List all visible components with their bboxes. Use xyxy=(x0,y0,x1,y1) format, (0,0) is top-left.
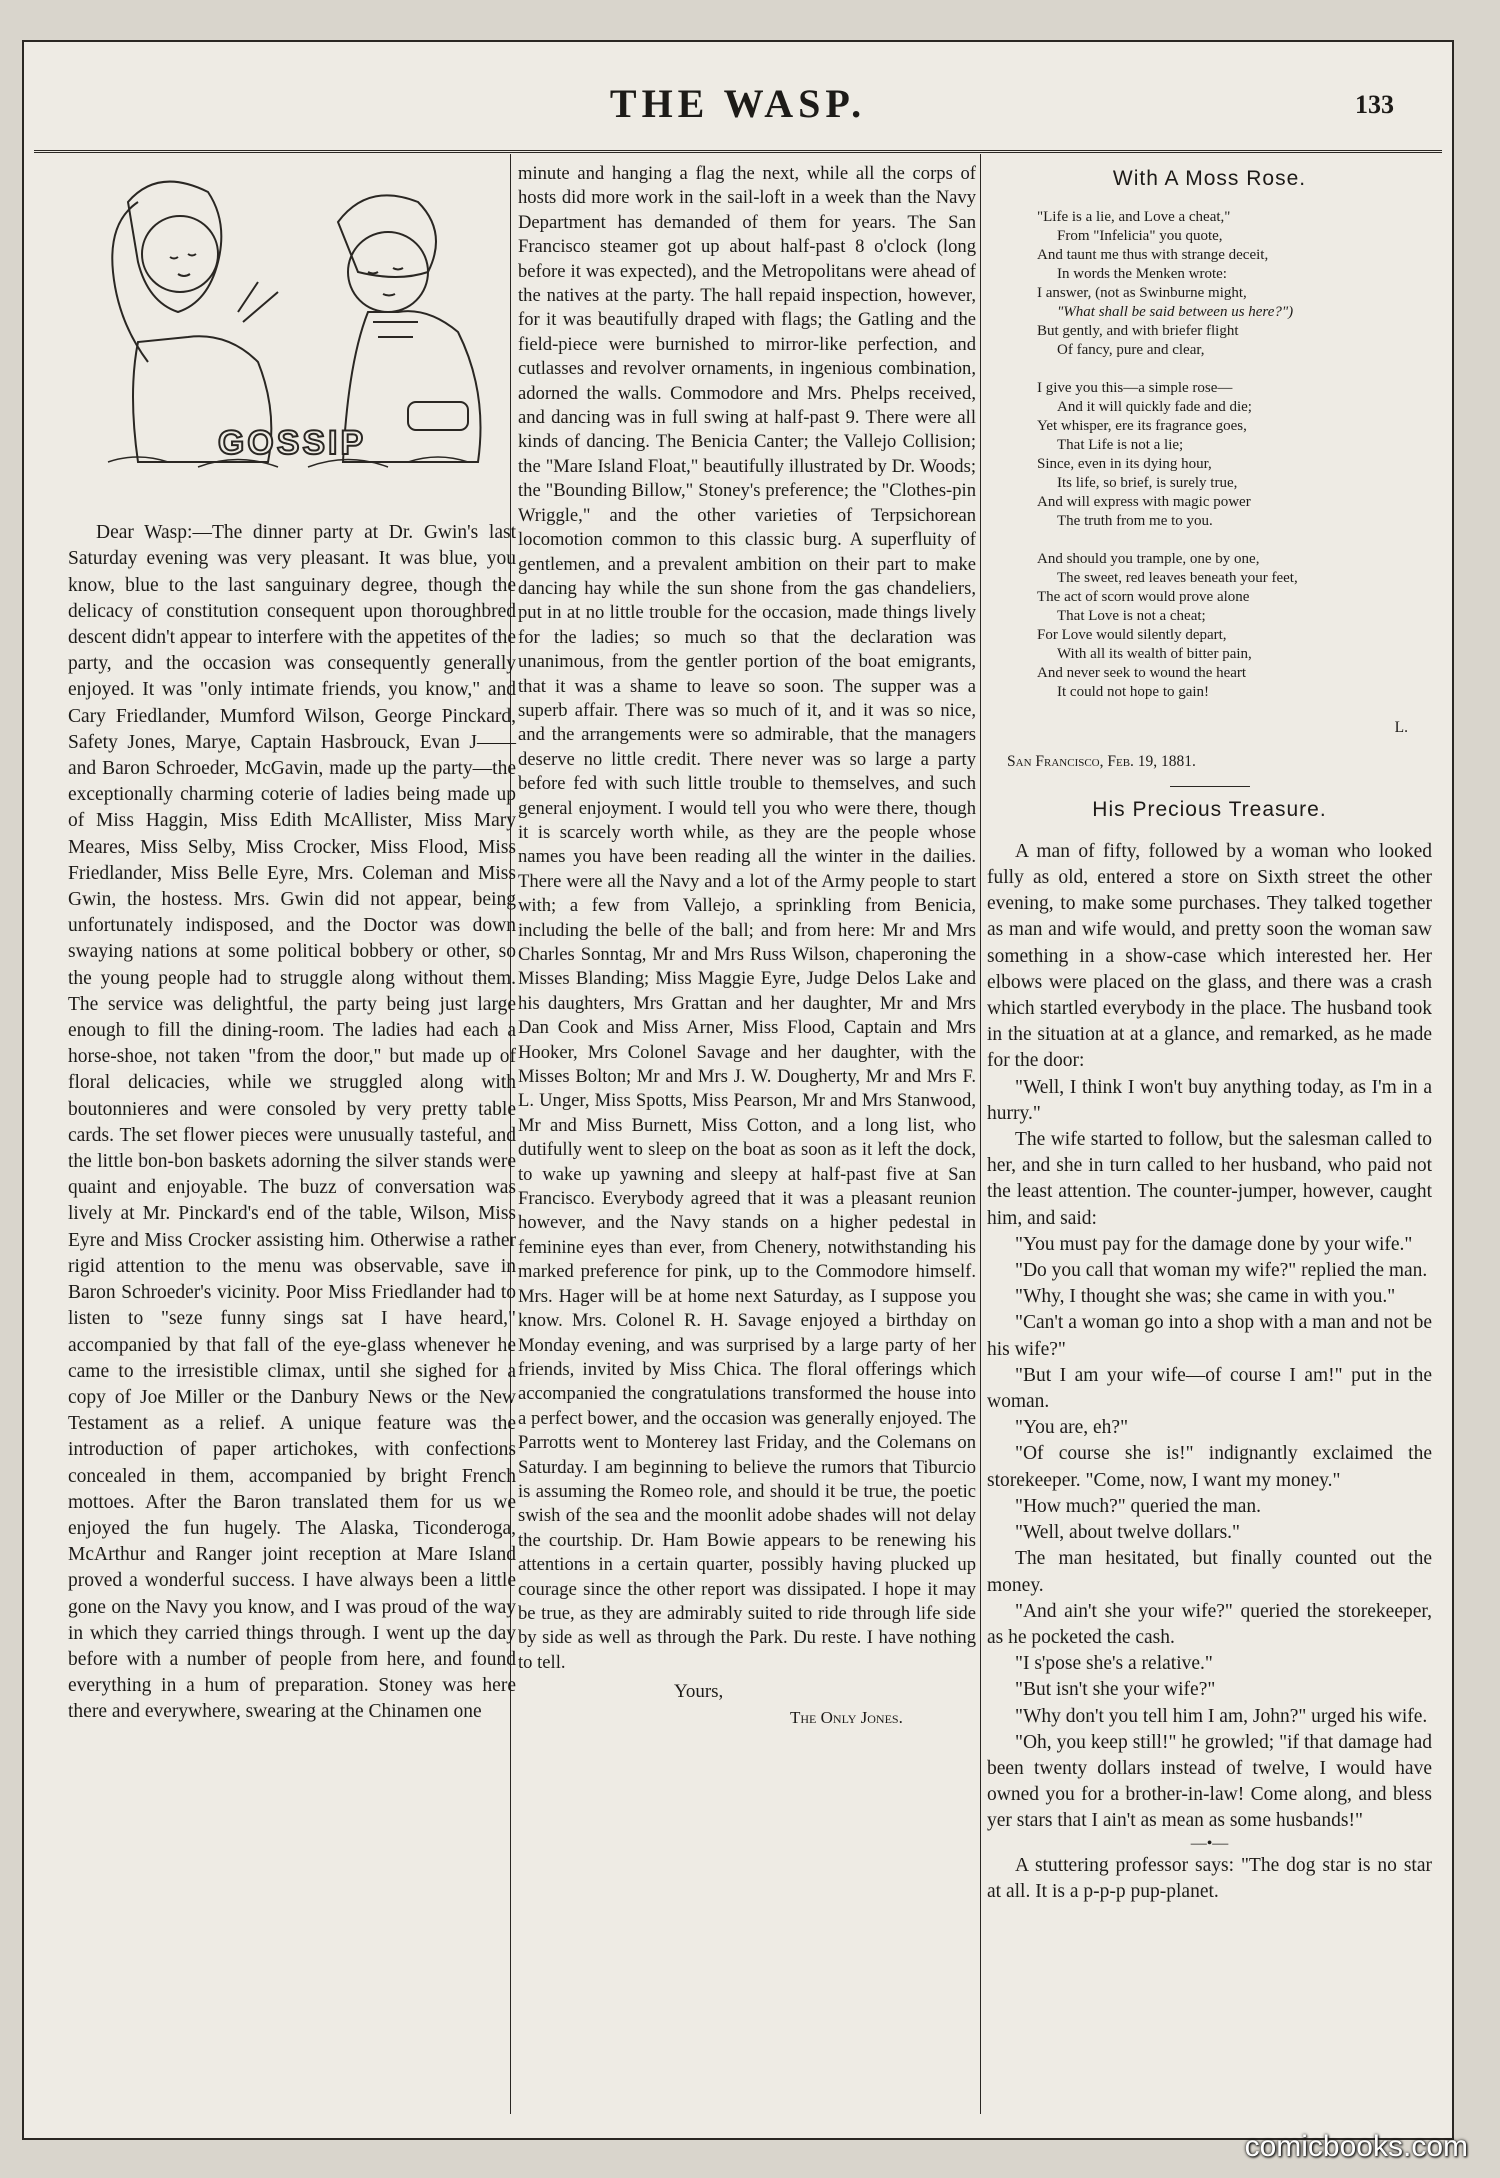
newspaper-page xyxy=(22,40,1454,2140)
poem-line: For Love would silently depart, xyxy=(1037,627,1227,644)
poem-line: Since, even in its dying hour, xyxy=(1037,456,1212,473)
column-gossip xyxy=(68,162,516,1726)
header-rule xyxy=(34,150,1442,153)
paragraph: "I s'pose she's a relative." xyxy=(1015,1653,1213,1675)
poem-stanza xyxy=(1037,208,1432,360)
poem-line: And taunt me thus with strange deceit, xyxy=(1037,247,1269,264)
paragraph: "Why don't you tell him I am, John?" urged his wife. xyxy=(1015,1705,1428,1727)
poem-line: The act of scorn would prove alone xyxy=(1037,589,1250,606)
column-poem-story xyxy=(987,162,1432,1905)
poem-line: Of fancy, pure and clear, xyxy=(1057,342,1205,359)
paragraph: "And ain't she your wife?" queried the storekeeper, as he pocketed the cash. xyxy=(987,1600,1432,1648)
paragraph: A man of fifty, followed by a woman who looked fully as old, entered a store on Sixth street the other evening, to make some purchases. They talked together as man and wife would, and pretty soon the woman saw something in a show-case which interested her. Her elbows were placed on the glass, and there was a crash which startled everybody in the place. The husband took in the situation at at a glance, and remarked, as he made for the door: xyxy=(987,840,1432,1072)
signature: The Only Jones. xyxy=(790,1708,903,1728)
poem-line: It could not hope to gain! xyxy=(1057,684,1210,701)
paragraph: Dear Wasp:—The dinner party at Dr. Gwin's last Saturday evening was very pleasant. It was blue, you know, blue to the last sanguinary degree, though the delicacy of constitution consequent upon thoroughbred descent didn't appear to interfere with the appetites of the party, and the occasion was consequently generally enjoyed. It was "only intimate friends, you know," and Cary Friedlander, Mumford Wilson, George Pinckard, Safety Jones, Marye, Captain Hasbrouck, Evan J—— and Baron Schroeder, McGavin, made up the party—the exceptionally charming coterie of ladies being made up of Miss Haggin, Miss Edith McAllister, Miss Mary Meares, Miss Selby, Miss Crocker, Miss Flood, Miss Friedlander, Miss Belle Eyre, Mrs. Coleman and Miss Gwin, the hostess. Mrs. Gwin did not appear, being unfortunately indisposed, and the Doctor was down swaying nations at some political bobbery or other, so the young people had to struggle along without them. The service was delightful, the party being just large enough to fill the dining-room. The ladies had each a horse-shoe, not taken "from the door," but made up of floral delicacies, while we struggled along with boutonnieres and were consoled by very pretty table cards. The set flower pieces were unusually tasteful, and the little bon-bon baskets adorning the silver stands were quaint and enjoyable. The buzz of conversation was lively at Mr. Pinckard's end of the table, Wilson, Miss Eyre and Miss Crocker assisting him. Otherwise a rather rigid attention to the menu was observable, save in Baron Schroeder's vicinity. Poor Miss Friedlander had to listen to "seze funny sings sat I have heard," accompanied by that fall of the eye-glass whenever he came to the irresistible climax, until she sighed for a copy of Joe Miller or the Danbury News or the New Testament as a relief. A unique feature was the introduction of paper artichokes, with confections concealed in them, accompanied by bright French mottoes. After the Baron translated them for us we enjoyed the fun hugely. The Alaska, Ticonderoga, McArthur and Ranger joint reception at Mare Island proved a wonderful success. I have always been a little gone on the Navy you know, and I was proud of the way in which they carried things through. I went up the day before with a number of people from here, and found everything in a hum of preparation. Stoney was here there and everywhere, swearing at the Chinamen one xyxy=(68,522,516,1723)
paragraph: "You are, eh?" xyxy=(1015,1417,1129,1439)
paragraph: "Can't a woman go into a shop with a man and not be his wife?" xyxy=(987,1312,1432,1360)
poem-line: And it will quickly fade and die; xyxy=(1057,399,1252,416)
poem-line: Its life, so brief, is surely true, xyxy=(1057,475,1238,492)
column-continued xyxy=(518,162,976,1732)
paragraph: The man hesitated, but finally counted out the money. xyxy=(987,1548,1432,1596)
page-header xyxy=(24,42,1452,152)
poem-line: And will express with magic power xyxy=(1037,494,1251,511)
poem-line: But gently, and with briefer flight xyxy=(1037,323,1239,340)
poem-line: With all its wealth of bitter pain, xyxy=(1057,646,1252,663)
story-title: His Precious Treasure. xyxy=(1092,797,1327,821)
poem-line: And never seek to wound the heart xyxy=(1037,665,1247,682)
poem xyxy=(1037,208,1432,702)
gossip-label: GOSSIP xyxy=(217,424,367,462)
watermark: comicbooks.com xyxy=(1244,2130,1468,2163)
poem-stanza xyxy=(1037,379,1432,531)
masthead: THE WASP. xyxy=(609,81,867,126)
poem-line: "Life is a lie, and Love a cheat," xyxy=(1037,209,1231,226)
poem-stanza xyxy=(1037,550,1432,702)
dateline: San Francisco, Feb. 19, 1881. xyxy=(1007,753,1196,771)
poem-line: I answer, (not as Swinburne might, xyxy=(1037,285,1247,302)
paragraph: "Why, I thought she was; she came in with you." xyxy=(1015,1286,1396,1308)
poem-line: The sweet, red leaves beneath your feet, xyxy=(1057,570,1298,587)
paragraph: "You must pay for the damage done by your wife." xyxy=(1015,1233,1413,1255)
page-number: 133 xyxy=(1355,90,1394,119)
paragraph: minute and hanging a flag the next, while all the corps of hosts did more work in the sail-loft in a week than the Navy Department has demanded of them for years. The San Francisco steamer got up about half-past 8 o'clock (long before it was expected), and the Metropolitans were ahead of the natives at the party. The hall repaid inspection, however, for it was beautifully draped with flags; the Gatling and the field-piece were burnished to mirror-like perfection, and cutlasses and revolver ornaments, in ingenious combination, adorned the walls. Commodore and Mrs. Phelps received, and dancing was in full swing at half-past 9. There were all kinds of dancing. The Benicia Canter; the Vallejo Collision; the "Mare Island Float," beautifully illustrated by Dr. Woods; the "Bounding Billow," Stoney's preference; the "Clothes-pin Wriggle," and the other varieties of Terpsichorean locomotion common to this classic burg. A superfluity of gentlemen, and a prevalent ambition on their part to make dancing hay while the sun shone from the gas chandeliers, put in at no little trouble for the occasion, made things lively for the ladies; so much so that the declaration was unanimous, from the gentler portion of the boat emigrants, that it was a shame to leave so soon. The supper was a superb affair. There was so much of it, and it was so nice, and the arrangements were so admirable, that the managers deserve no little credit. There never was so large a party before fed with such little trouble to themselves, and such general enjoyment. I would tell you who were there, though it is scarcely worth while, as they are the people whose names you have been reading all the winter in the dailies. There were all the Navy and a lot of the Army people to start with; a few from Vallejo, a sprinkling from Benicia, including the belle of the ball; and from here: Mr and Mrs Charles Sonntag, Mr and Mrs Russ Wilson, chaperoning the Misses Blanding; Miss Maggie Eyre, Judge Delos Lake and his daughters, Mrs Grattan and her daughter, Mr and Mrs Dan Cook and Miss Arner, Miss Flood, Captain and Mrs Hooker, Mrs Colonel Savage and her daughter, with the Misses Bolton; Mr and Mrs J. W. Dougherty, Mr and Mrs F. L. Unger, Miss Spotts, Miss Pearson, Mr and Mrs Stanwood, Mr and Miss Burnett, Miss Cotton, and a long list, who dutifully went to sleep on the boat as soon as it left the dock, to wake up yawning and sleepy at half-past five at San Francisco. Everybody agreed that it was a pleasant reunion however, and the Navy stands on a higher pedestal in feminine eyes than ever, from Chenery, notwithstanding his marked preference for pink, up to the Commodore himself. Mrs. Hager will be at home next Saturday, as I suppose you know. Mrs. Colonel R. H. Savage enjoyed a birthday on Monday evening, and was surprised by a large party of her friends, invited by Miss Chica. The floral offerings which accompanied the congratulations transformed the house into a perfect bower, and the occasion was generally enjoyed. The Parrotts went to Monterey last Friday, and the Colemans on Saturday. I am beginning to believe the rumors that Tiburcio is assuming the Romeo role, and should it be true, the poetic swish of the sea and the moonlit adobe shades will not delay the courtship. Dr. Ham Bowie appears to be renewing his attentions in a certain quarter, possibly having plucked up courage since the other report was dissipated. I hope it may be true, as they are admirably suited to ride through life side by side as well as through the Park. Du reste. I have nothing to tell. xyxy=(518,163,976,1673)
poem-title: With A Moss Rose. xyxy=(1112,167,1307,190)
poem-line: In words the Menken wrote: xyxy=(1057,266,1227,283)
paragraph: "But I am your wife—of course I am!" put in the woman. xyxy=(987,1364,1432,1413)
paragraph: "Oh, you keep still!" he growled; "if that damage had been twenty dollars instead of twelve, I would have owned you for a brother-in-law! Come along, and bless yer stars that I ain't as mean as some husbands!" xyxy=(987,1731,1432,1832)
paragraph: "How much?" queried the man. xyxy=(1015,1495,1262,1517)
paragraph: "Do you call that woman my wife?" replied the man. xyxy=(1015,1260,1428,1282)
poem-line: Yet whisper, ere its fragrance goes, xyxy=(1037,418,1247,435)
paragraph: The wife started to follow, but the salesman called to her, and she in turn called to her husband, who paid not the least attention. The counter-jumper, however, caught him, and said: xyxy=(987,1129,1432,1229)
poem-line: From "Infelicia" you quote, xyxy=(1057,228,1223,245)
column-divider xyxy=(980,154,981,2114)
gossip-illustration xyxy=(68,162,516,482)
paragraph: A stuttering professor says: "The dog star is no star at all. It is a p-p-p pup-planet. xyxy=(987,1854,1432,1902)
poem-line: I give you this—a simple rose— xyxy=(1037,380,1233,397)
separator-rule xyxy=(1170,786,1250,787)
paragraph: "Well, I think I won't buy anything today, as I'm in a hurry." xyxy=(987,1076,1432,1124)
ornament-divider: —•— xyxy=(1190,1834,1229,1852)
poem-line: And should you trample, one by one, xyxy=(1037,551,1260,568)
poem-line: "What shall be said between us here?") xyxy=(1057,304,1294,321)
poem-signature: L. xyxy=(1394,719,1408,737)
poem-line: The truth from me to you. xyxy=(1057,513,1213,530)
paragraph: "But isn't she your wife?" xyxy=(1015,1679,1216,1701)
paragraph: "Well, about twelve dollars." xyxy=(1015,1522,1241,1544)
paragraph: "Of course she is!" indignantly exclaimed the storekeeper. "Come, now, I want my money." xyxy=(987,1443,1432,1491)
poem-line: That Love is not a cheat; xyxy=(1057,608,1206,625)
poem-line: That Life is not a lie; xyxy=(1057,437,1184,454)
closing: Yours, xyxy=(674,1681,724,1703)
